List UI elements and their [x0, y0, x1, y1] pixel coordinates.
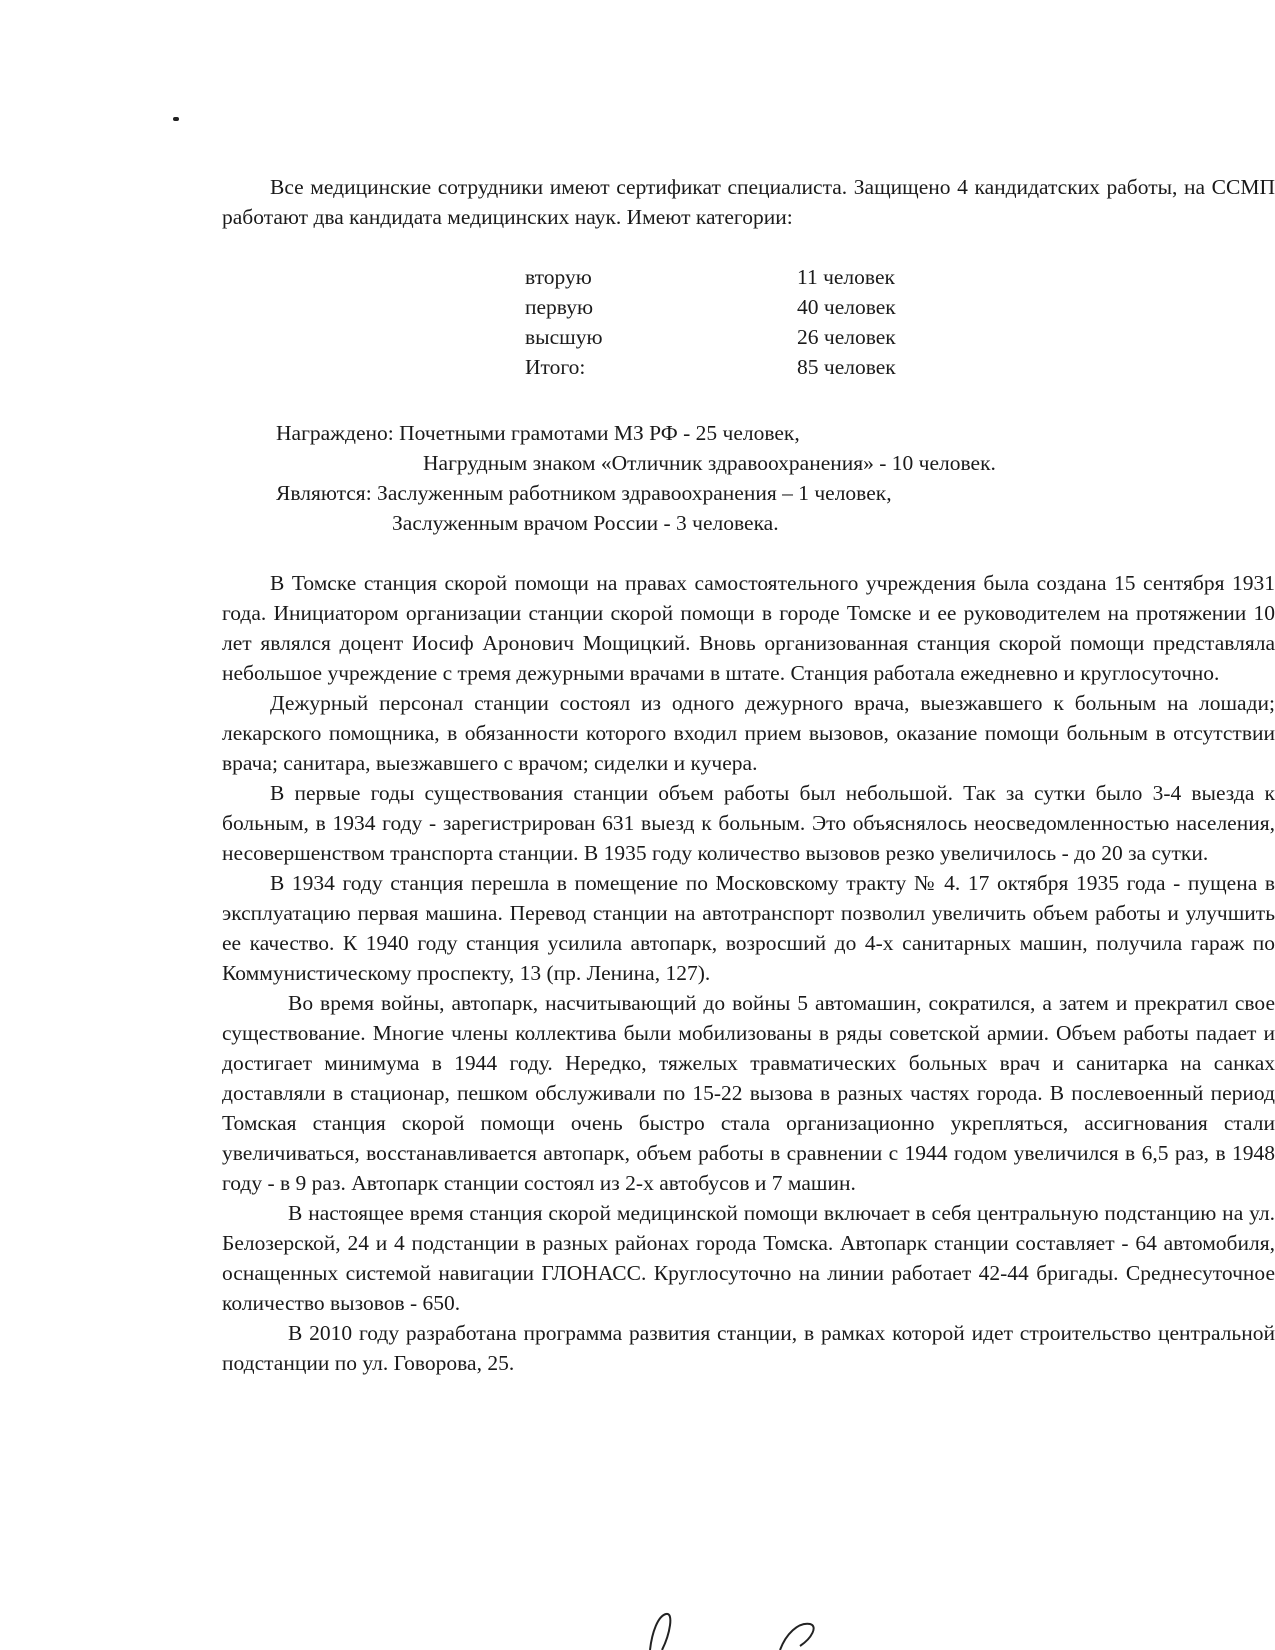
- intro-block: [222, 172, 1275, 232]
- categories-table: [525, 262, 997, 382]
- intro-paragraph: Все медицинские сотрудники имеют сертификат специалиста. Защищено 4 кандидатских работы, на ССМП работают два кандидата медицинских наук. Имеют категории:: [222, 175, 1275, 229]
- category-row: [525, 262, 997, 292]
- category-count: 11 человек: [797, 265, 895, 289]
- history-section: [222, 568, 1275, 1378]
- category-name: первую: [525, 295, 594, 319]
- category-row: [525, 292, 997, 322]
- signature-mark: [640, 1612, 880, 1650]
- category-row: [525, 352, 997, 382]
- awards-line-4: Заслуженным врачом России - 3 человека.: [392, 511, 779, 535]
- category-count: 26 человек: [797, 325, 896, 349]
- category-total-label: Итого:: [525, 355, 586, 379]
- category-name: высшую: [525, 325, 603, 349]
- history-paragraph: В настоящее время станция скорой медицинской помощи включает в себя центральную подстанцию на ул. Белозерской, 24 и 4 подстанции в разных районах города Томска. Автопарк станции составляет - 64 автомобиля, оснащенных системой навигации ГЛОНАСС. Круглосуточно на линии работает 42-44 бригады. Среднесуточное количество вызовов - 650.: [222, 1201, 1275, 1315]
- history-paragraph: Во время войны, автопарк, насчитывающий до войны 5 автомашин, сократился, а затем и прекратил свое существование. Многие члены коллектива были мобилизованы в ряды советской армии. Объем работы падает и достигает минимума в 1944 году. Нередко, тяжелых травматических больных врач и санитарка на санках доставляли в стационар, пешком обслуживали по 15-22 вызова в разных частях города. В послевоенный период Томская станция скорой помощи очень быстро стала организационно укрепляться, ассигнования стали увеличиваться, восстанавливается автопарк, объем работы в сравнении с 1944 годом увеличился в 6,5 раз, в 1948 году - в 9 раз. Автопарк станции состоял из 2-х автобусов и 7 машин.: [222, 991, 1275, 1195]
- awards-line-3: Являются: Заслуженным работником здравоохранения – 1 человек,: [276, 481, 892, 505]
- history-paragraph: В Томске станция скорой помощи на правах самостоятельного учреждения была создана 15 сентября 1931 года. Инициатором организации станции скорой помощи в городе Томске и ее руководителем на протяжении 10 лет являлся доцент Иосиф Аронович Мощицкий. Вновь организованная станция скорой помощи представляла небольшое учреждение с тремя дежурными врачами в штате. Станция работала ежедневно и круглосуточно.: [222, 571, 1275, 685]
- history-paragraph: В 2010 году разработана программа развития станции, в рамках которой идет строительство центральной подстанции по ул. Говорова, 25.: [222, 1321, 1275, 1375]
- category-count: 40 человек: [797, 295, 896, 319]
- scan-speck: [173, 117, 179, 121]
- category-total-count: 85 человек: [797, 355, 896, 379]
- history-paragraph: В 1934 году станция перешла в помещение по Московскому тракту № 4. 17 октября 1935 года - пущена в эксплуатацию первая машина. Перевод станции на автотранспорт позволил увеличить объем работы и улучшить ее качество. К 1940 году станция усилила автопарк, возросший до 4-х санитарных машин, получила гараж по Коммунистическому проспекту, 13 (пр. Ленина, 127).: [222, 871, 1275, 985]
- history-paragraph: Дежурный персонал станции состоял из одного дежурного врача, выезжавшего к больным на лошади; лекарского помощника, в обязанности которого входил прием вызовов, оказание помощи больным в отсутствии врача; санитара, выезжавшего с врачом; сиделки и кучера.: [222, 691, 1275, 775]
- history-paragraph: В первые годы существования станции объем работы был небольшой. Так за сутки было 3-4 выезда к больным, в 1934 году - зарегистрирован 631 выезд к больным. Это объяснялось неосведомленностью населения, несовершенством транспорта станции. В 1935 году количество вызовов резко увеличилось - до 20 за сутки.: [222, 781, 1275, 865]
- awards-line-2: Нагрудным знаком «Отличник здравоохранения» - 10 человек.: [423, 451, 996, 475]
- category-name: вторую: [525, 265, 592, 289]
- category-row: [525, 322, 997, 352]
- awards-line-1: Награждено: Почетными грамотами МЗ РФ - 25 человек,: [276, 421, 800, 445]
